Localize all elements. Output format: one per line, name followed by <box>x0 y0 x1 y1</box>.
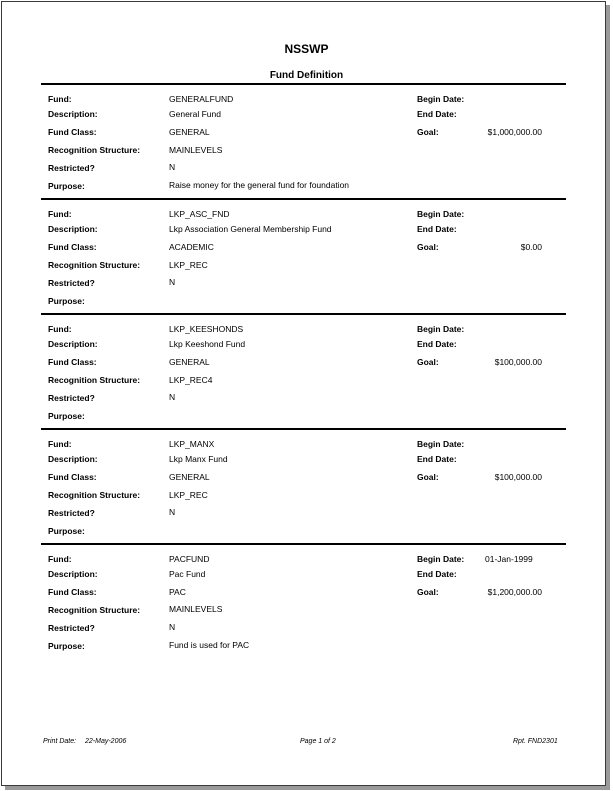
divider <box>41 313 566 315</box>
purpose-value: Fund is used for PAC <box>169 640 250 650</box>
description-label: Description: <box>48 224 98 234</box>
goal-label: Goal: <box>417 127 439 137</box>
goal-label: Goal: <box>417 587 439 597</box>
restricted-label: Restricted? <box>48 278 95 288</box>
fund-code: LKP_KEESHONDS <box>169 324 244 334</box>
divider <box>41 543 566 545</box>
recognition-label: Recognition Structure: <box>48 605 141 615</box>
goal-label: Goal: <box>417 357 439 367</box>
divider <box>41 83 566 85</box>
fund-record <box>0 437 613 547</box>
begin-date-label: Begin Date: <box>417 94 465 104</box>
restricted-label: Restricted? <box>48 163 95 173</box>
restricted-label: Restricted? <box>48 508 95 518</box>
fund-class: ACADEMIC <box>169 242 214 252</box>
recognition-label: Recognition Structure: <box>48 145 141 155</box>
recognition-structure: MAINLEVELS <box>169 604 223 614</box>
fund-record <box>0 207 613 317</box>
print-date: 22-May-2006 <box>85 738 127 745</box>
divider <box>41 428 566 430</box>
purpose-label: Purpose: <box>48 526 85 536</box>
report-id: Rpt. FND2301 <box>513 738 558 745</box>
fund-code: PACFUND <box>169 554 210 564</box>
print-date-label: Print Date: <box>43 738 77 745</box>
goal-label: Goal: <box>417 242 439 252</box>
begin-date-label: Begin Date: <box>417 324 465 334</box>
purpose-value: Raise money for the general fund for foundation <box>169 180 350 190</box>
restricted-label: Restricted? <box>48 623 95 633</box>
restricted-value: N <box>169 162 176 172</box>
purpose-label: Purpose: <box>48 641 85 651</box>
end-date-label: End Date: <box>417 224 457 234</box>
description-label: Description: <box>48 569 98 579</box>
fund-label: Fund: <box>48 209 72 219</box>
fund-description: Lkp Manx Fund <box>169 454 228 464</box>
begin-date-label: Begin Date: <box>417 209 465 219</box>
restricted-value: N <box>169 622 176 632</box>
goal-value: $1,200,000.00 <box>487 587 542 597</box>
begin-date-label: Begin Date: <box>417 554 465 564</box>
fund-description: Lkp Keeshond Fund <box>169 339 246 349</box>
description-label: Description: <box>48 109 98 119</box>
report-title: NSSWP <box>284 42 329 56</box>
recognition-structure: MAINLEVELS <box>169 145 223 155</box>
goal-value: $1,000,000.00 <box>487 127 542 137</box>
fund-class-label: Fund Class: <box>48 127 97 137</box>
fund-label: Fund: <box>48 439 72 449</box>
fund-class: GENERAL <box>169 357 210 367</box>
end-date-label: End Date: <box>417 569 457 579</box>
end-date-label: End Date: <box>417 109 457 119</box>
fund-class: GENERAL <box>169 127 210 137</box>
description-label: Description: <box>48 339 98 349</box>
purpose-label: Purpose: <box>48 411 85 421</box>
fund-class-label: Fund Class: <box>48 587 97 597</box>
fund-code: LKP_MANX <box>169 439 215 449</box>
fund-label: Fund: <box>48 324 72 334</box>
recognition-structure: LKP_REC <box>169 260 208 270</box>
fund-label: Fund: <box>48 94 72 104</box>
fund-record <box>0 552 613 662</box>
recognition-label: Recognition Structure: <box>48 490 141 500</box>
fund-code: LKP_ASC_FND <box>169 209 230 219</box>
fund-record <box>0 322 613 432</box>
purpose-label: Purpose: <box>48 181 85 191</box>
fund-class: PAC <box>169 587 186 597</box>
recognition-structure: LKP_REC <box>169 490 208 500</box>
recognition-label: Recognition Structure: <box>48 375 141 385</box>
fund-description: Lkp Association General Membership Fund <box>169 224 332 234</box>
end-date-label: End Date: <box>417 454 457 464</box>
page-number: Page 1 of 2 <box>300 738 336 745</box>
goal-value: $100,000.00 <box>494 472 542 482</box>
recognition-label: Recognition Structure: <box>48 260 141 270</box>
fund-code: GENERALFUND <box>169 94 234 104</box>
fund-class-label: Fund Class: <box>48 357 97 367</box>
fund-description: Pac Fund <box>169 569 206 579</box>
purpose-label: Purpose: <box>48 296 85 306</box>
begin-date-label: Begin Date: <box>417 439 465 449</box>
fund-class: GENERAL <box>169 472 210 482</box>
fund-record <box>0 92 613 202</box>
fund-class-label: Fund Class: <box>48 472 97 482</box>
fund-description: General Fund <box>169 109 221 119</box>
restricted-value: N <box>169 392 176 402</box>
restricted-label: Restricted? <box>48 393 95 403</box>
restricted-value: N <box>169 277 176 287</box>
description-label: Description: <box>48 454 98 464</box>
fund-label: Fund: <box>48 554 72 564</box>
divider <box>41 198 566 200</box>
goal-label: Goal: <box>417 472 439 482</box>
begin-date: 01-Jan-1999 <box>485 554 533 564</box>
goal-value: $0.00 <box>520 242 542 252</box>
end-date-label: End Date: <box>417 339 457 349</box>
report-subtitle: Fund Definition <box>269 70 344 81</box>
restricted-value: N <box>169 507 176 517</box>
fund-class-label: Fund Class: <box>48 242 97 252</box>
recognition-structure: LKP_REC4 <box>169 375 213 385</box>
goal-value: $100,000.00 <box>494 357 542 367</box>
